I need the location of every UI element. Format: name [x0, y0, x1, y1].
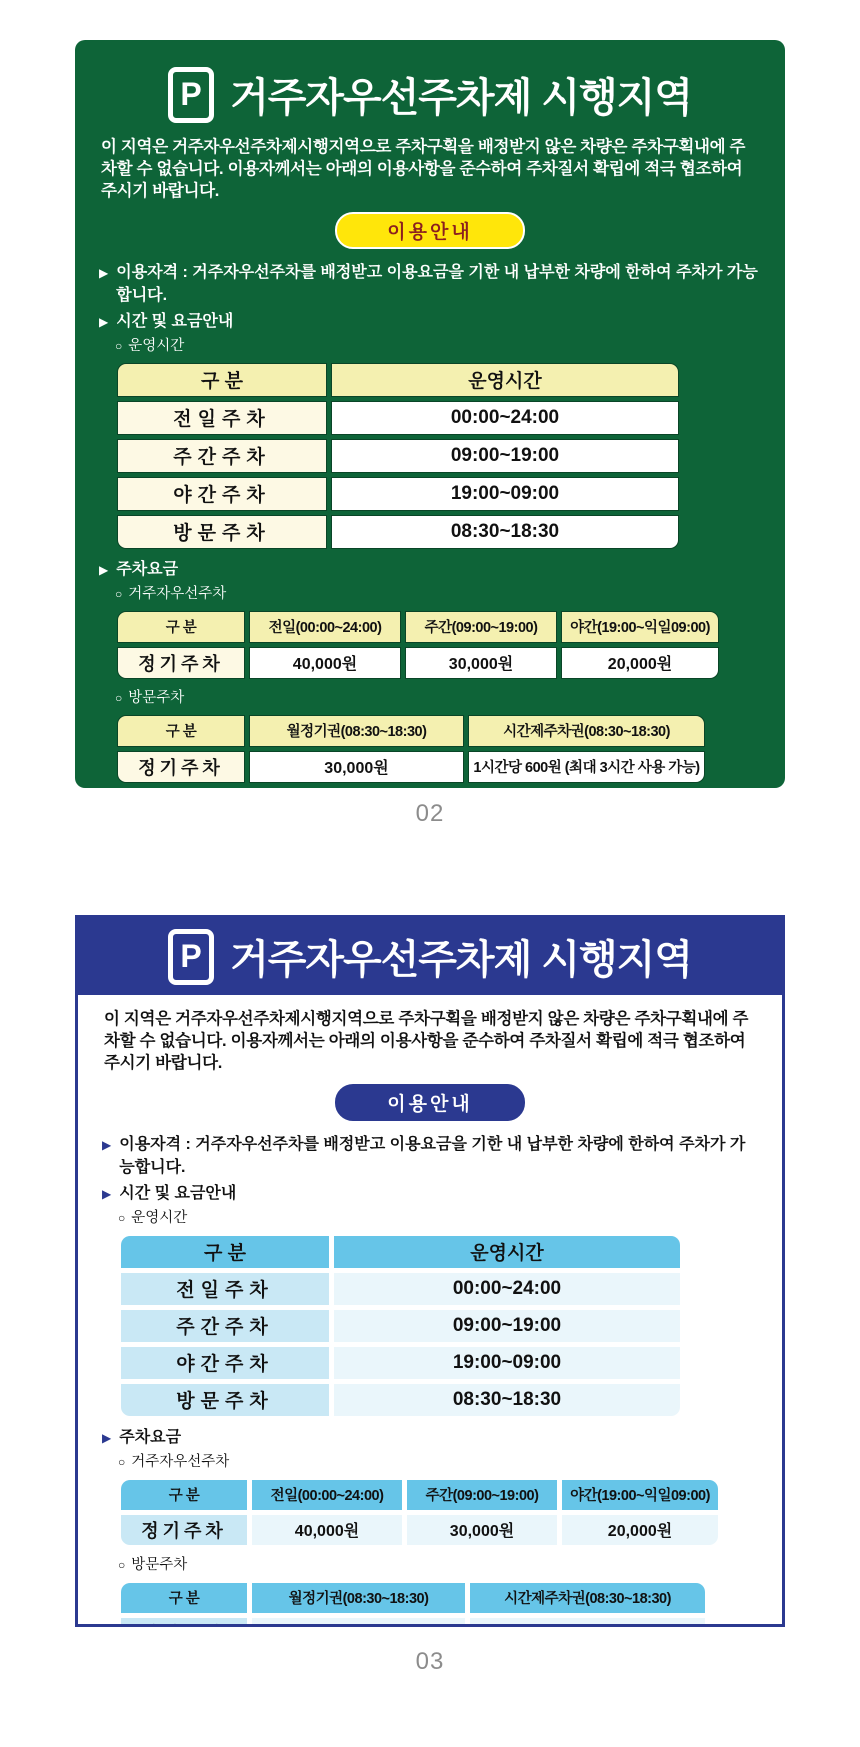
- header-cell: 야간(19:00~익일09:00): [562, 1480, 718, 1510]
- row-value: 1시간당 600원 (최대 3시간 사용 가능): [468, 751, 705, 783]
- sub-operating-label: 운영시간: [131, 1209, 188, 1226]
- eligibility-line: [102, 1131, 758, 1177]
- row-value: 09:00~19:00: [334, 1310, 680, 1342]
- section-fee: [102, 1424, 758, 1447]
- row-label: [121, 1618, 247, 1627]
- header-cell: 구 분: [121, 1480, 247, 1510]
- row-value: 08:30~18:30: [331, 515, 679, 549]
- header-cell: 시간제주차권(08:30~18:30): [468, 715, 705, 747]
- eligibility-text: 이용자격 : 거주자우선주차를 배정받고 이용요금을 기한 내 납부한 차량에 한하여 주차가 가능합니다.: [119, 1135, 746, 1176]
- sub-operating-label: 운영시간: [128, 337, 185, 354]
- sub-visitor: [115, 686, 761, 707]
- table-row: [121, 1347, 680, 1379]
- circle-icon: ○: [118, 1454, 126, 1469]
- sub-visitor-label: 방문주차: [131, 1556, 188, 1573]
- sign-title: 거주자우선주차제 시행지역: [230, 76, 692, 120]
- circle-icon: ○: [118, 1557, 126, 1572]
- circle-icon: ○: [118, 1210, 126, 1225]
- row-value: 40,000원: [249, 647, 401, 679]
- header-cell: 야간(19:00~익일09:00): [561, 611, 719, 643]
- circle-icon: ○: [115, 690, 123, 705]
- sub-resident: [118, 1450, 758, 1471]
- parking-icon: P: [168, 929, 214, 985]
- page-number-caption: 03: [415, 1648, 445, 1675]
- arrow-icon: ▶: [102, 1186, 112, 1201]
- circle-icon: ○: [115, 586, 123, 601]
- row-label: 전일주차: [121, 1273, 329, 1305]
- row-value: 19:00~09:00: [334, 1347, 680, 1379]
- row-value: [252, 1618, 465, 1627]
- table-row: [117, 477, 679, 511]
- section-fee: [99, 556, 761, 579]
- parking-sign-panel: [75, 40, 785, 788]
- header-cell: 주간(09:00~19:00): [407, 1480, 557, 1510]
- table-header-row: [117, 363, 679, 397]
- section-fee-title: 주차요금: [119, 1428, 182, 1446]
- table-row: [117, 647, 719, 679]
- visitor-fee-table: [116, 1578, 710, 1627]
- parking-icon: P: [168, 67, 214, 123]
- row-value: 30,000원: [405, 647, 557, 679]
- table-row: [121, 1273, 680, 1305]
- header-cell: 구 분: [121, 1236, 329, 1268]
- sign-header: [78, 918, 782, 995]
- table-header-row: [121, 1236, 680, 1268]
- row-label: 주간주차: [121, 1310, 329, 1342]
- row-label: 방문주차: [117, 515, 327, 549]
- header-cell: 구 분: [121, 1583, 247, 1613]
- arrow-icon: ▶: [99, 265, 109, 280]
- arrow-icon: ▶: [102, 1137, 112, 1152]
- intro-paragraph: 이 지역은 거주자우선주차제시행지역으로 주차구획을 배정받지 않은 차량은 주차구획내에 주차할 수 없습니다. 이용자께서는 아래의 이용사항을 준수하여 주차질서 확립에 적극 협조하여 주시기 바랍니다.: [104, 1010, 749, 1072]
- visitor-fee-table: [113, 711, 709, 787]
- table-row: [121, 1618, 705, 1627]
- eligibility-line: [99, 259, 761, 305]
- header-cell: 시간제주차권(08:30~18:30): [470, 1583, 705, 1613]
- row-value: 08:30~18:30: [334, 1384, 680, 1416]
- eligibility-text: 이용자격 : 거주자우선주차를 배정받고 이용요금을 기한 내 납부한 차량에 한하여 주차가 가능합니다.: [116, 263, 758, 304]
- sign-body: [78, 995, 782, 1627]
- header-cell: 운영시간: [331, 363, 679, 397]
- row-label: 정기주차: [117, 647, 245, 679]
- intro-paragraph: 이 지역은 거주자우선주차제시행지역으로 주차구획을 배정받지 않은 차량은 주차구획내에 주차할 수 없습니다. 이용자께서는 아래의 이용사항을 준수하여 주차질서 확립에 적극 협조하여 주시기 바랍니다.: [101, 138, 746, 200]
- row-value: 00:00~24:00: [331, 401, 679, 435]
- sign-body: [75, 129, 785, 788]
- sign-header: [75, 40, 785, 129]
- badge-wrap: [99, 212, 761, 249]
- operating-hours-table: [113, 359, 683, 553]
- header-cell: 주간(09:00~19:00): [405, 611, 557, 643]
- sign-title: 거주자우선주차제 시행지역: [230, 938, 692, 982]
- usage-guide-badge: 이용안내: [335, 212, 525, 249]
- row-label: 정기주차: [117, 751, 245, 783]
- row-value: 09:00~19:00: [331, 439, 679, 473]
- table-row: [121, 1310, 680, 1342]
- row-value: [470, 1618, 705, 1627]
- arrow-icon: ▶: [99, 314, 109, 329]
- sub-resident-label: 거주자우선주차: [128, 585, 227, 602]
- page-number-caption: 02: [415, 800, 445, 827]
- sub-operating: [118, 1206, 758, 1227]
- header-cell: 구 분: [117, 611, 245, 643]
- header-cell: 월정기권(08:30~18:30): [252, 1583, 465, 1613]
- table-row: [117, 751, 705, 783]
- circle-icon: ○: [115, 338, 123, 353]
- row-label: 주간주차: [117, 439, 327, 473]
- usage-guide-badge: 이용안내: [335, 1084, 525, 1121]
- badge-wrap: [102, 1084, 758, 1121]
- table-header-row: [117, 611, 719, 643]
- table-header-row: [121, 1480, 718, 1510]
- arrow-icon: ▶: [102, 1430, 112, 1445]
- row-value: 30,000원: [407, 1515, 557, 1545]
- table-header-row: [117, 715, 705, 747]
- row-value: 19:00~09:00: [331, 477, 679, 511]
- sub-visitor-label: 방문주차: [128, 689, 185, 706]
- resident-fee-table: [113, 607, 723, 683]
- row-value: 00:00~24:00: [334, 1273, 680, 1305]
- section-fee-title: 주차요금: [116, 560, 179, 578]
- header-cell: 운영시간: [334, 1236, 680, 1268]
- table-row: [121, 1515, 718, 1545]
- row-value: 20,000원: [561, 647, 719, 679]
- section-time-fee-title: 시간 및 요금안내: [119, 1184, 237, 1202]
- table-row: [117, 515, 679, 549]
- sub-resident: [115, 582, 761, 603]
- row-value: 20,000원: [562, 1515, 718, 1545]
- header-cell: 전일(00:00~24:00): [252, 1480, 402, 1510]
- sub-visitor: [118, 1553, 758, 1574]
- row-label: 방문주차: [121, 1384, 329, 1416]
- sub-operating: [115, 334, 761, 355]
- arrow-icon: ▶: [99, 562, 109, 577]
- resident-fee-table: [116, 1475, 723, 1550]
- header-cell: 월정기권(08:30~18:30): [249, 715, 464, 747]
- header-cell: 전일(00:00~24:00): [249, 611, 401, 643]
- section-time-fee: [102, 1180, 758, 1203]
- row-value: 30,000원: [249, 751, 464, 783]
- table-header-row: [121, 1583, 705, 1613]
- row-label: 야간주차: [121, 1347, 329, 1379]
- header-cell: 구 분: [117, 715, 245, 747]
- row-label: 전일주차: [117, 401, 327, 435]
- table-row: [121, 1384, 680, 1416]
- operating-hours-table: [116, 1231, 685, 1421]
- sub-resident-label: 거주자우선주차: [131, 1453, 230, 1470]
- row-label: 정기주차: [121, 1515, 247, 1545]
- section-time-fee: [99, 308, 761, 331]
- row-value: 40,000원: [252, 1515, 402, 1545]
- table-row: [117, 401, 679, 435]
- header-cell: 구 분: [117, 363, 327, 397]
- table-row: [117, 439, 679, 473]
- parking-sign-panel: [75, 915, 785, 1627]
- row-label: 야간주차: [117, 477, 327, 511]
- section-time-fee-title: 시간 및 요금안내: [116, 312, 234, 330]
